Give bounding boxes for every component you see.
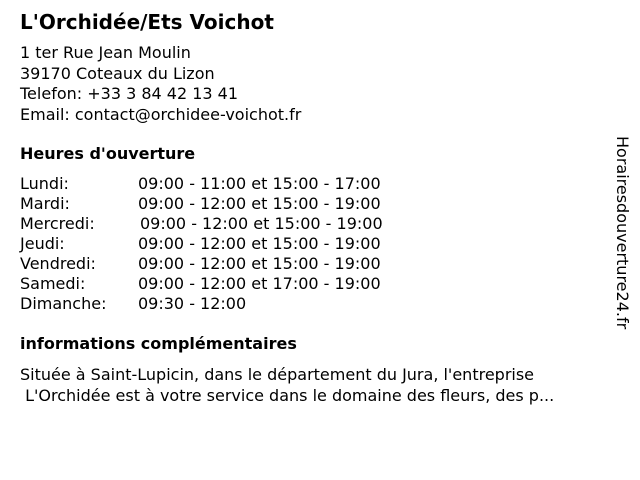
day-label: Samedi:: [20, 274, 86, 293]
day-label: Vendredi:: [20, 254, 96, 273]
site-watermark: Horairesdouverture24.fr: [613, 136, 632, 330]
description-line: Située à Saint-Lupicin, dans le département du Jura, l'entreprise: [20, 365, 535, 384]
day-label: Mardi:: [20, 194, 70, 213]
description: [20, 364, 554, 406]
address-city: 39170 Coteaux du Lizon: [20, 63, 215, 83]
contact-block: [20, 43, 301, 125]
address-street: 1 ter Rue Jean Moulin: [20, 43, 191, 62]
time-range: 09:30 - 12:00: [138, 294, 247, 313]
phone-number: Telefon: +33 3 84 42 13 41: [20, 84, 239, 103]
time-range: 09:00 - 12:00 et 15:00 - 19:00: [140, 214, 383, 233]
opening-hours-heading: Heures d'ouverture: [20, 144, 196, 163]
time-range: 09:00 - 12:00 et 15:00 - 19:00: [138, 234, 381, 253]
day-label: Jeudi:: [20, 234, 65, 253]
time-range: 09:00 - 11:00 et 15:00 - 17:00: [138, 174, 381, 193]
day-label: Dimanche:: [20, 294, 107, 313]
email-address: Email: contact@orchidee-voichot.fr: [20, 104, 302, 124]
time-range: 09:00 - 12:00 et 15:00 - 19:00: [138, 254, 381, 273]
time-range: 09:00 - 12:00 et 15:00 - 19:00: [138, 194, 381, 213]
time-range: 09:00 - 12:00 et 17:00 - 19:00: [138, 274, 381, 293]
business-name: L'Orchidée/Ets Voichot: [20, 10, 274, 34]
additional-info-heading: informations complémentaires: [20, 334, 297, 353]
description-line: L'Orchidée est à votre service dans le domaine des fleurs, des p...: [20, 386, 555, 405]
day-label: Lundi:: [20, 174, 69, 193]
day-label: Mercredi:: [20, 214, 95, 233]
